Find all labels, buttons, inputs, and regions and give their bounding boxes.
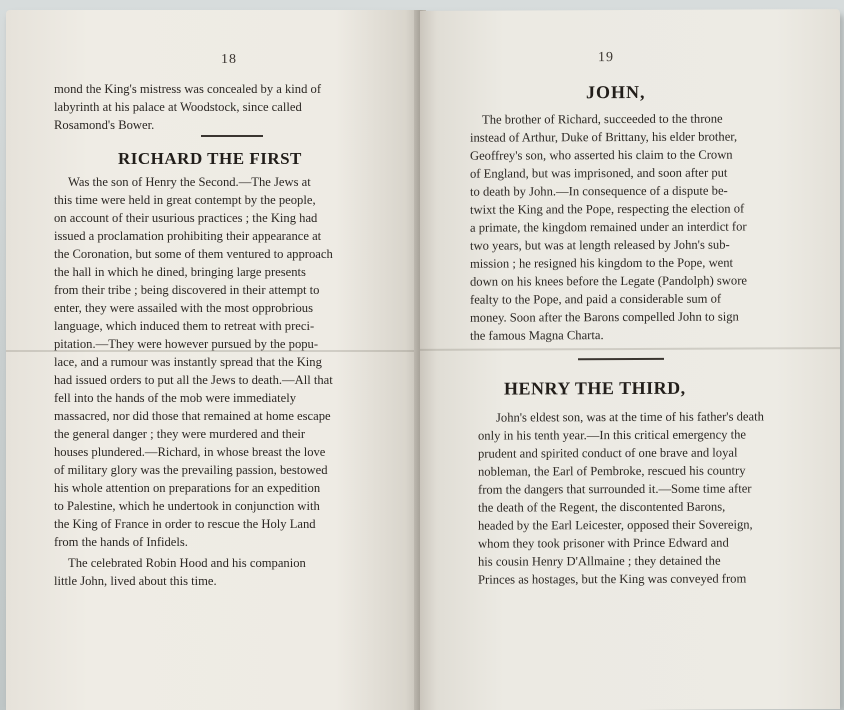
text-line: massacred, nor did those that remained at home escape	[54, 409, 331, 423]
text-line: The celebrated Robin Hood and his companion	[68, 556, 306, 570]
text-line: mission ; he resigned his kingdom to the Pope, went	[470, 255, 734, 271]
text-line: the hall in which he dined, bringing large presents	[54, 265, 306, 279]
text-line: pitation.—They were however pursued by the popu-	[54, 337, 319, 351]
text-line: mond the King's mistress was concealed by a kind of	[54, 82, 322, 96]
text-line: lace, and a rumour was instantly spread that the King	[54, 355, 322, 369]
section-title-henry: HENRY THE THIRD,	[504, 377, 686, 399]
text-line: of military glory was the prevailing passion, bestowed	[54, 463, 328, 477]
text-line: to death by John.—In consequence of a dispute be-	[470, 183, 728, 199]
text-line: issued a proclamation prohibiting their appearance at	[54, 229, 322, 243]
text-line: of England, but was imprisoned, and soon after put	[470, 165, 728, 181]
text-line: labyrinth at his palace at Woodstock, since called	[54, 100, 302, 114]
text-line: Was the son of Henry the Second.—The Jews at	[68, 175, 311, 189]
text-line: John's eldest son, was at the time of his father's death	[496, 409, 764, 425]
text-line: from their tribe ; being discovered in their attempt to	[54, 283, 320, 297]
text-line: houses plundered.—Richard, in whose breast the love	[54, 445, 326, 459]
page-number-right: 19	[598, 50, 614, 66]
text-line: Rosamond's Bower.	[54, 118, 155, 132]
text-line: Geoffrey's son, who asserted his claim to the Crown	[470, 147, 733, 163]
text-line: language, which induced them to retreat with preci-	[54, 319, 315, 333]
text-line: a primate, the kingdom remained under an interdict for	[470, 219, 747, 235]
section-divider	[578, 358, 664, 360]
text-line: the Coronation, but some of them ventured to approach	[54, 247, 333, 261]
text-line: down on his knees before the Legate (Pandolph) swore	[470, 273, 747, 289]
page-fold-crease	[420, 347, 840, 351]
text-line: on account of their usurious practices ; the King had	[54, 211, 318, 225]
text-line: fell into the hands of the mob were immediately	[54, 391, 297, 405]
text-line: two years, but was at length released by John's sub-	[470, 237, 730, 253]
text-line: his whole attention on preparations for an expedition	[54, 481, 321, 495]
text-line: The brother of Richard, succeeded to the throne	[482, 111, 723, 127]
text-line: little John, lived about this time.	[54, 574, 217, 588]
text-line: prudent and spirited conduct of one brave and loyal	[478, 445, 738, 461]
text-line: twixt the King and the Pope, respecting the election of	[470, 201, 745, 217]
text-line: fealty to the Pope, and paid a considerable sum of	[470, 291, 722, 307]
text-line: enter, they were assailed with the most opprobrious	[54, 301, 314, 315]
right-page	[420, 9, 840, 710]
text-line: from the dangers that surrounded it.—Some time after	[478, 481, 752, 497]
text-line: this time were held in great contempt by the people,	[54, 193, 316, 207]
text-line: headed by the Earl Leicester, opposed their Sovereign,	[478, 517, 753, 533]
text-line: to Palestine, which he undertook in conjunction with	[54, 499, 320, 513]
text-line: from the hands of Infidels.	[54, 535, 188, 549]
text-line: had issued orders to put all the Jews to death.—All that	[54, 373, 333, 387]
text-line: money. Soon after the Barons compelled John to sign	[470, 309, 739, 325]
text-line: instead of Arthur, Duke of Brittany, his elder brother,	[470, 129, 738, 145]
text-line: the death of the Regent, the discontented Barons,	[478, 499, 726, 515]
section-divider	[201, 135, 263, 137]
text-line: whom they took prisoner with Prince Edward and	[478, 535, 729, 551]
text-line: the general danger ; they were murdered and their	[54, 427, 306, 441]
text-line: his cousin Henry D'Allmaine ; they detained the	[478, 553, 721, 569]
text-line: Princes as hostages, but the King was conveyed from	[478, 571, 747, 587]
section-title-richard: RICHARD THE FIRST	[118, 149, 302, 168]
left-page	[6, 10, 418, 710]
text-line: the King of France in order to rescue the Holy Land	[54, 517, 316, 531]
page-number-left: 18	[221, 52, 237, 67]
text-line: the famous Magna Charta.	[470, 328, 604, 343]
text-line: only in his tenth year.—In this critical emergency the	[478, 427, 747, 443]
text-line: nobleman, the Earl of Pembroke, rescued his country	[478, 463, 746, 479]
section-title-john: JOHN,	[586, 81, 646, 103]
